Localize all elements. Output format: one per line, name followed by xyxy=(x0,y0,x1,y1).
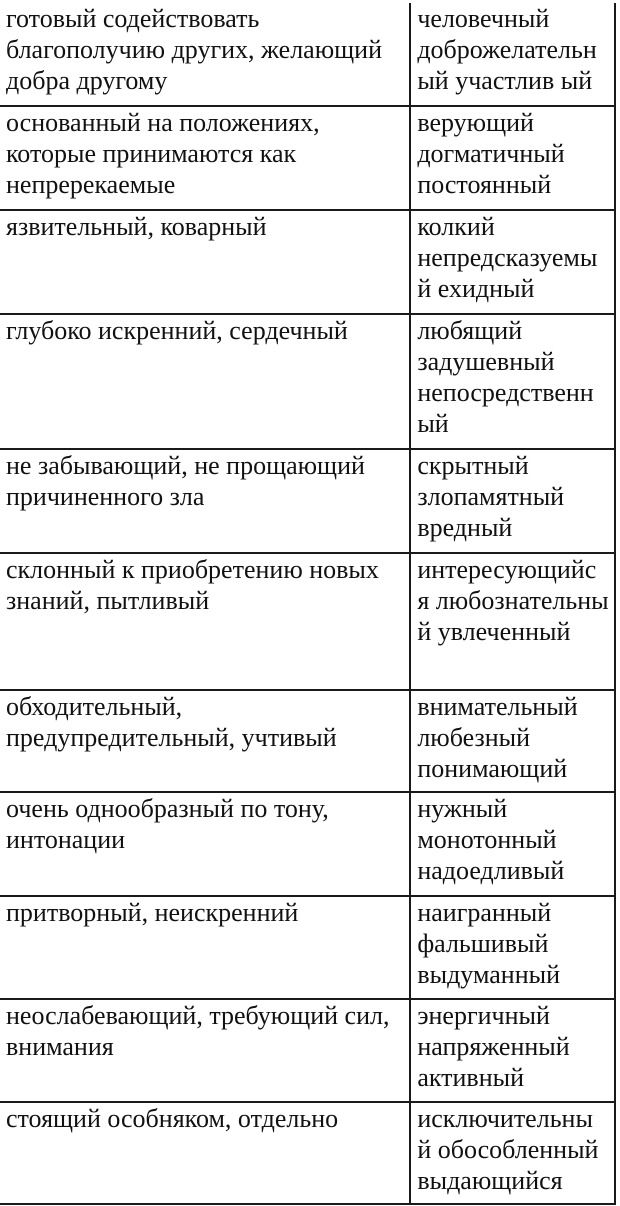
table-row xyxy=(0,449,615,553)
definition-cell: глубоко искренний, сердечный xyxy=(0,314,410,449)
definition-cell: обходительный, предупредительный, учтивый xyxy=(0,690,410,792)
definition-cell: готовый содействовать благополучию других, желающий добра другому xyxy=(0,3,410,106)
synonyms-cell: скрытный злопамятный вредный xyxy=(410,449,615,553)
definition-cell: язвительный, коварный xyxy=(0,210,410,314)
definition-cell: очень однообразный по тону, интонации xyxy=(0,792,410,896)
table-body xyxy=(0,3,615,1204)
definition-cell: склонный к приобретению новых знаний, пытливый xyxy=(0,553,410,690)
table-row xyxy=(0,1102,615,1204)
table-row xyxy=(0,792,615,896)
definition-cell: неослабевающий, требующий сил, внимания xyxy=(0,999,410,1102)
table-row xyxy=(0,3,615,106)
synonyms-cell: внимательный любезный понимающий xyxy=(410,690,615,792)
synonyms-cell: наигранный фальшивый выдуманный xyxy=(410,896,615,999)
synonyms-cell: интересующийс я любознательны й увлеченный xyxy=(410,553,615,690)
table-row xyxy=(0,553,615,690)
synonyms-cell: любящий задушевный непосредственн ый xyxy=(410,314,615,449)
definition-cell: основанный на положениях, которые принимаются как непререкаемые xyxy=(0,106,410,210)
synonyms-cell: нужный монотонный надоедливый xyxy=(410,792,615,896)
table-row xyxy=(0,210,615,314)
table-row xyxy=(0,690,615,792)
synonyms-cell: человечный доброжелательн ый участлив ый xyxy=(410,3,615,106)
definition-cell: не забывающий, не прощающий причиненного зла xyxy=(0,449,410,553)
synonyms-cell: колкий непредсказуемы й ехидный xyxy=(410,210,615,314)
table-row xyxy=(0,314,615,449)
synonyms-cell: исключительны й обособленный выдающийся xyxy=(410,1102,615,1204)
table-row xyxy=(0,106,615,210)
definitions-table xyxy=(0,3,616,1205)
definition-cell: притворный, неискренний xyxy=(0,896,410,999)
synonyms-cell: верующий догматичный постоянный xyxy=(410,106,615,210)
definition-cell: стоящий особняком, отдельно xyxy=(0,1102,410,1204)
synonyms-cell: энергичный напряженный активный xyxy=(410,999,615,1102)
table-row xyxy=(0,896,615,999)
table-row xyxy=(0,999,615,1102)
